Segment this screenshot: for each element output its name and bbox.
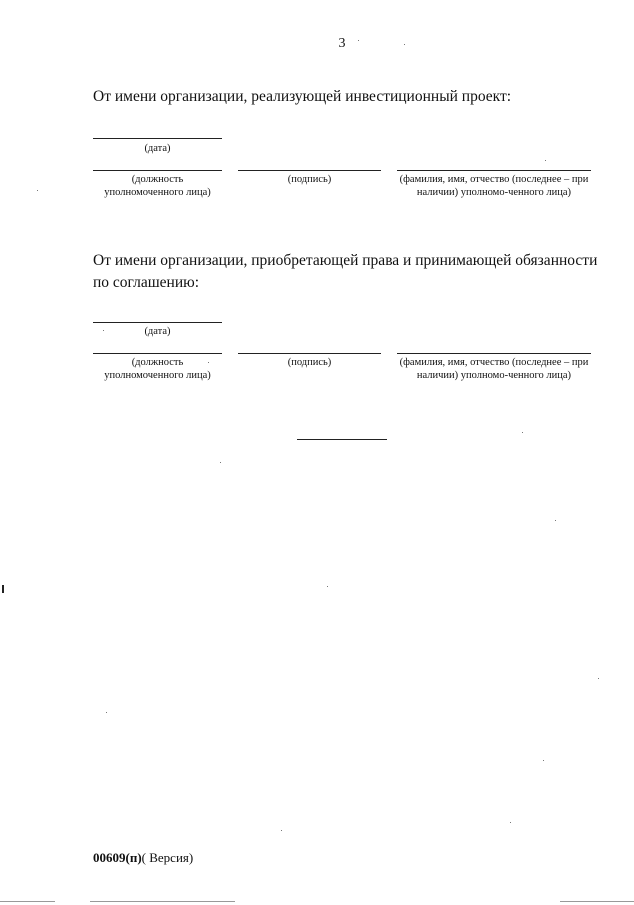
document-number: 00609(п) bbox=[93, 850, 142, 865]
section-2-signature-line[interactable] bbox=[238, 353, 381, 354]
scan-speck bbox=[522, 432, 523, 433]
section-1-position-line[interactable] bbox=[93, 170, 222, 171]
section-1-position-label: (должность уполномоченного лица) bbox=[104, 174, 211, 198]
scan-bottom-edge-middle bbox=[90, 901, 235, 902]
scan-speck bbox=[103, 330, 104, 331]
scan-speck bbox=[358, 40, 359, 41]
scan-speck bbox=[37, 190, 38, 191]
scan-speck bbox=[220, 462, 221, 463]
section-2-position-line[interactable] bbox=[93, 353, 222, 354]
scan-speck bbox=[106, 712, 107, 713]
document-code bbox=[93, 850, 193, 866]
section-1-heading: От имени организации, реализующей инвестиционный проект: bbox=[93, 88, 512, 105]
section-2-date-label: (дата) bbox=[144, 326, 171, 337]
version-label: ( Версия) bbox=[141, 850, 194, 865]
scan-speck bbox=[510, 822, 511, 823]
section-2-name-line[interactable] bbox=[397, 353, 591, 354]
page-number: 3 bbox=[338, 36, 346, 51]
section-2-date-line[interactable] bbox=[93, 322, 222, 323]
section-1-name-line[interactable] bbox=[397, 170, 591, 171]
scan-speck bbox=[404, 44, 405, 45]
scan-speck bbox=[598, 678, 599, 679]
section-1-date-label: (дата) bbox=[144, 143, 171, 154]
scan-speck bbox=[543, 760, 544, 761]
scan-speck bbox=[555, 520, 556, 521]
section-1-date-line[interactable] bbox=[93, 138, 222, 139]
section-2-name-label: (фамилия, имя, отчество (последнее – при наличии) уполномо-ченного лица) bbox=[399, 357, 589, 381]
section-2-position-label: (должность уполномоченного лица) bbox=[104, 357, 211, 381]
section-2-signature-label: (подпись) bbox=[287, 357, 332, 368]
section-1-name-label: (фамилия, имя, отчество (последнее – при наличии) уполномо-ченного лица) bbox=[399, 174, 589, 198]
scan-bottom-edge-left bbox=[0, 901, 55, 902]
scan-speck bbox=[327, 586, 328, 587]
scan-speck bbox=[281, 830, 282, 831]
scan-speck bbox=[208, 362, 209, 363]
section-1-signature-label: (подпись) bbox=[287, 174, 332, 185]
scan-speck bbox=[545, 160, 546, 161]
scan-bottom-edge-right bbox=[560, 901, 634, 902]
scan-edge-mark bbox=[2, 585, 4, 593]
section-1-signature-line[interactable] bbox=[238, 170, 381, 171]
section-2-heading: От имени организации, приобретающей права и принимающей обязанности по соглашению: bbox=[93, 252, 598, 291]
closing-divider bbox=[297, 439, 387, 440]
